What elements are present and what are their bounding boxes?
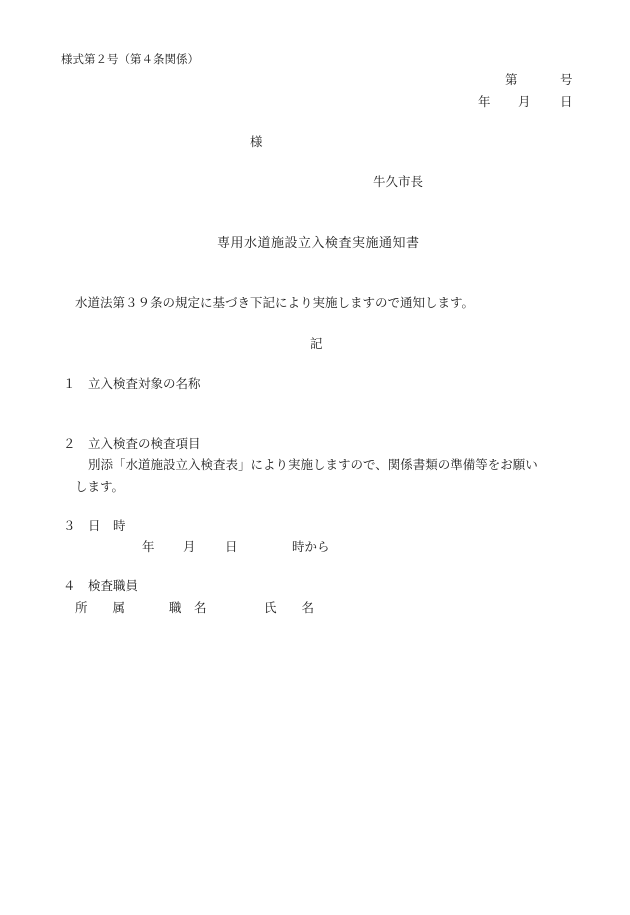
section-2-body-line-2: します。 <box>75 479 125 494</box>
section-4-heading: 検査職員 <box>88 578 139 593</box>
sender-name: 牛久市長 <box>373 174 424 189</box>
section-4-number: ４ <box>63 578 76 593</box>
section-2-body-line-1: 別添「水道施設立入検査表」により実施しますので、関係書類の準備等をお願い <box>88 457 538 472</box>
addressee-honorific: 様 <box>250 134 263 149</box>
document-number-prefix: 第 <box>505 72 518 87</box>
section-3-heading: 日 時 <box>88 518 126 533</box>
section-1-heading: 立入検査対象の名称 <box>88 376 201 391</box>
staff-column-name: 氏 名 <box>264 600 315 615</box>
document-number-suffix: 号 <box>560 72 573 87</box>
schedule-year: 年 <box>142 539 155 554</box>
issue-date-month: 月 <box>518 94 531 109</box>
issue-date-year: 年 <box>478 94 491 109</box>
staff-column-title: 職 名 <box>169 600 207 615</box>
schedule-time-from: 時から <box>292 539 330 554</box>
section-3-number: ３ <box>63 518 76 533</box>
section-2-number: ２ <box>63 436 76 451</box>
ki-heading: 記 <box>310 336 323 351</box>
schedule-month: 月 <box>183 539 196 554</box>
staff-column-affiliation: 所 属 <box>75 600 126 615</box>
section-1-number: １ <box>63 376 76 391</box>
document-title: 専用水道施設立入検査実施通知書 <box>217 236 420 251</box>
intro-paragraph: 水道法第３９条の規定に基づき下記により実施しますので通知します。 <box>75 295 475 310</box>
issue-date-day: 日 <box>560 94 573 109</box>
form-number-label: 様式第２号（第４条関係） <box>61 52 199 66</box>
schedule-day: 日 <box>225 539 238 554</box>
section-2-heading: 立入検査の検査項目 <box>88 436 201 451</box>
